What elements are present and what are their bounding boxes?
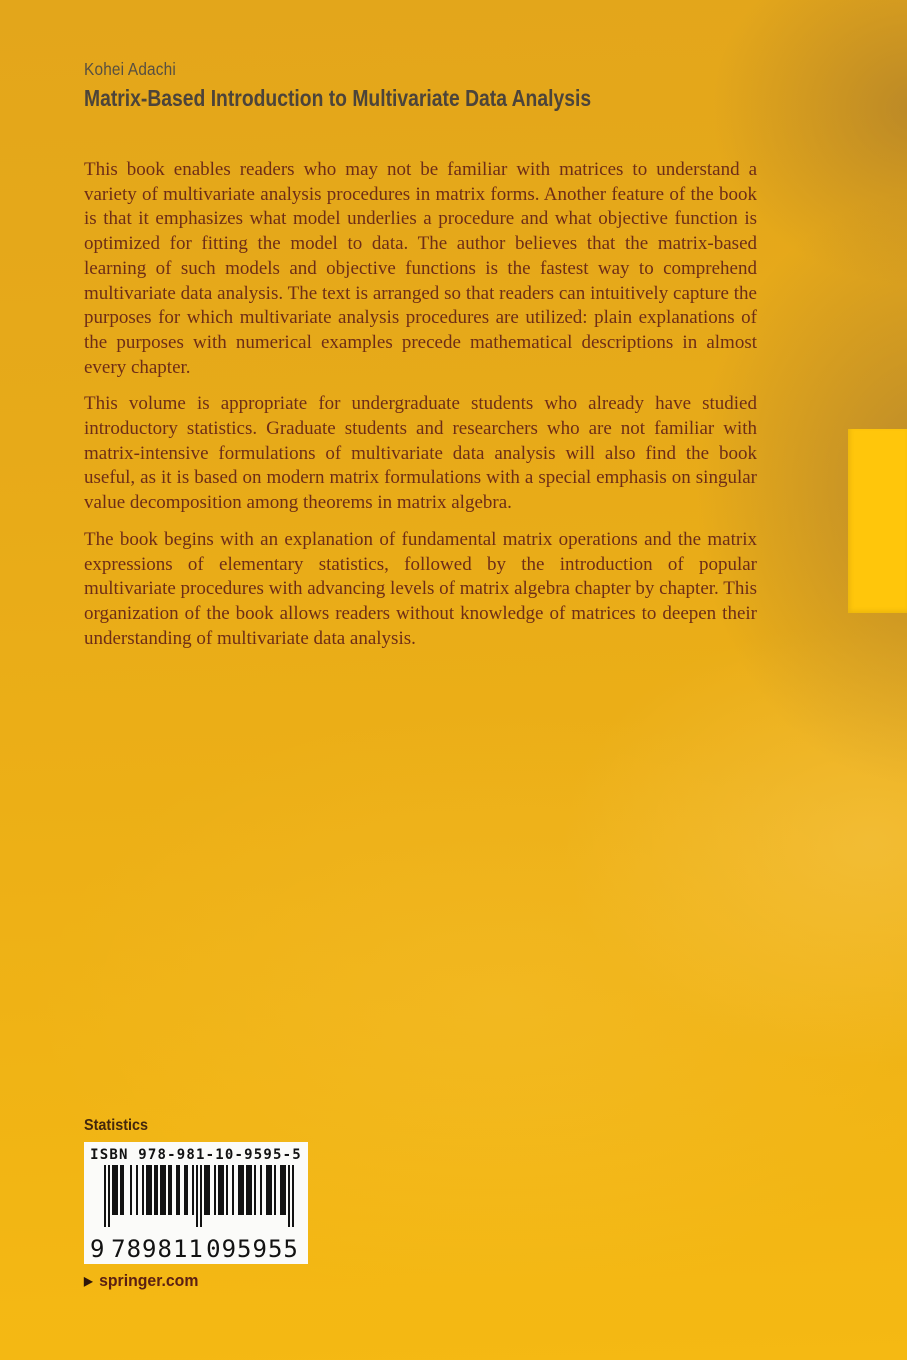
publisher-mark — [84, 1271, 198, 1291]
book-title: Matrix-Based Introduction to Multivariate Data Analysis — [84, 85, 592, 111]
book-description — [84, 158, 757, 663]
author-name: Kohei Adachi — [84, 59, 177, 79]
description-paragraph-1: This book enables readers who may not be familiar with matrices to understand a variety of multivariate analysis procedures in matrix forms. Another feature of the book is that it emphasizes what model underlies a procedure and what objective function is optimized for fitting the model to data. The author believes that the matrix-based learning of such models and objective functions is the fastest way to comprehend multivariate data analysis. The text is arranged so that readers can intuitively capture the purposes for which multivariate analysis procedures are utilized: plain explanations of the purposes with numerical examples precede mathematical descriptions in almost every chapter. — [84, 159, 757, 378]
publisher-url: springer.com — [99, 1271, 199, 1290]
description-paragraph-3: The book begins with an explanation of fundamental matrix operations and the matrix expressions of elementary statistics, followed by the introduction of popular multivariate procedures with advancing levels of matrix algebra chapter by chapter. This organization of the book allows readers without knowledge of matrices to deepen their understanding of multivariate data analysis. — [84, 528, 757, 649]
barcode-digit-group-1: 9 — [90, 1235, 105, 1263]
description-paragraph-2: This volume is appropriate for undergraduate students who already have studied introductory statistics. Graduate students and researchers who are not familiar with matrix-intensive formulations of multivariate data analysis will also find the book useful, as it is based on modern matrix formulations with a special emphasis on singular value decomposition among theorems in matrix algebra. — [84, 393, 757, 514]
barcode-panel — [84, 1142, 308, 1264]
cover-accent-rectangle — [848, 429, 907, 613]
barcode-digit-group-2: 789811 — [111, 1235, 204, 1263]
isbn-label: ISBN 978-981-10-9595-5 — [90, 1147, 302, 1163]
arrow-right-icon: ▶ — [84, 1274, 93, 1288]
category-label: Statistics — [84, 1117, 149, 1134]
ean13-barcode — [104, 1165, 308, 1227]
barcode-digits — [90, 1237, 300, 1261]
barcode-digit-group-3: 095955 — [206, 1235, 299, 1263]
